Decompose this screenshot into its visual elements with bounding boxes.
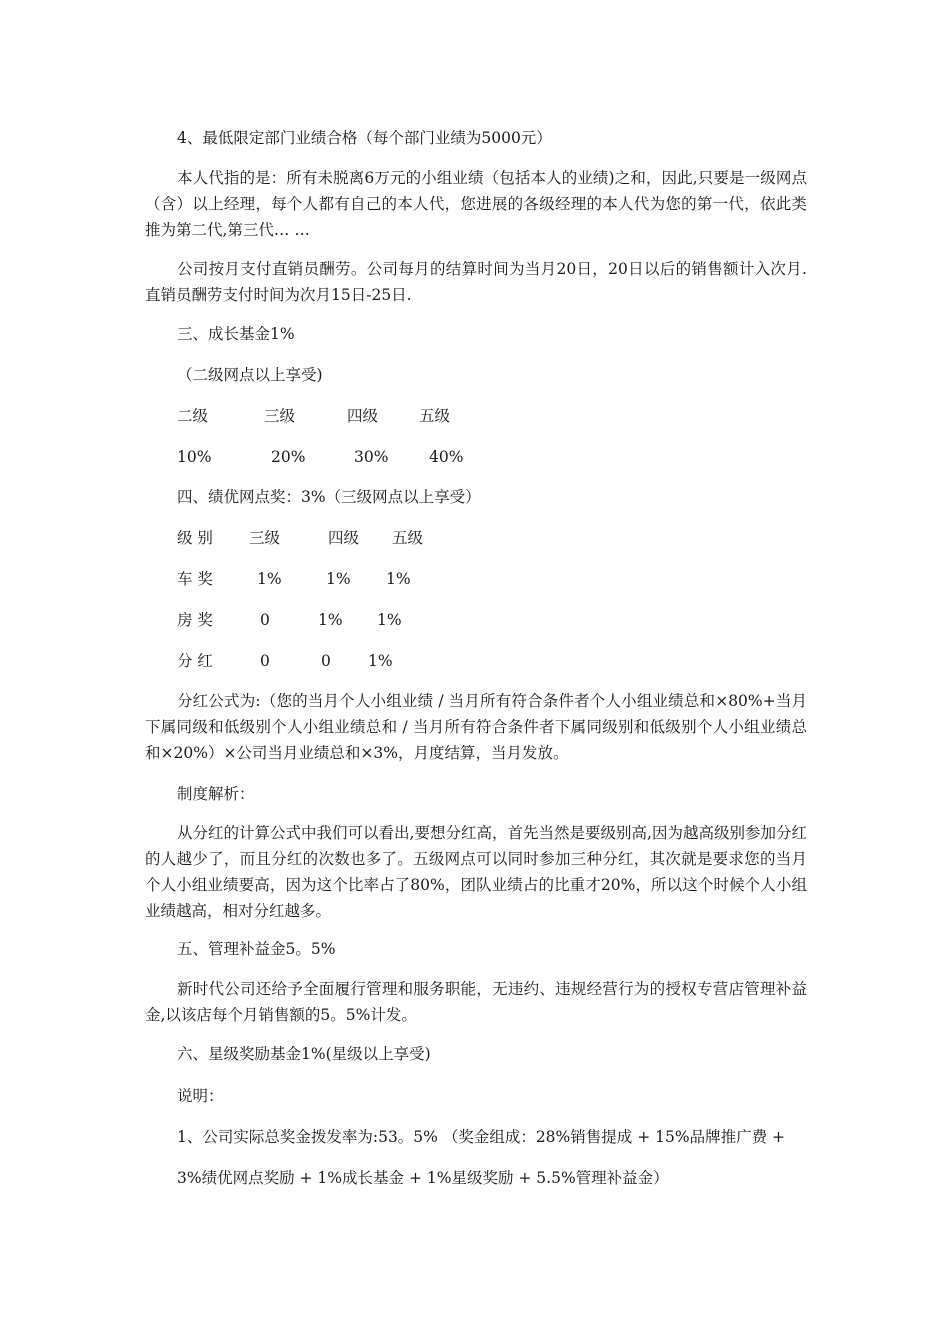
- growth-fund-note: （二级网点以上享受): [177, 366, 323, 384]
- heading-notes: 说明：: [177, 1087, 224, 1105]
- award-cell: 1%: [377, 611, 402, 629]
- award-cell: 1%: [326, 570, 351, 588]
- growth-level-cell: 五级: [419, 407, 451, 425]
- growth-rate-cell: 10%: [177, 448, 212, 466]
- award-row-label: 车 奖: [177, 570, 213, 588]
- growth-rate-cell: 40%: [429, 448, 464, 466]
- heading-system-analysis: 制度解析：: [177, 785, 255, 803]
- award-header-cell: 五级: [392, 529, 424, 547]
- award-row-label: 房 奖: [177, 611, 213, 629]
- paragraph-payment-schedule: 公司按月支付直销员酬劳。公司每月的结算时间为当月20日，20日以后的销售额计入次月.直销员酬劳支付时间为次月15日-25日.: [145, 260, 807, 304]
- note-1-line-2: 3%绩优网点奖励 + 1%成长基金 + 1%星级奖励 + 5.5%管理补益金）: [177, 1169, 669, 1187]
- award-cell: 0: [260, 652, 270, 670]
- heading-management-fund: 五、管理补益金5。5%: [177, 940, 336, 958]
- note-1-line-1: 1、公司实际总奖金拨发率为:53。5% （奖金组成：28%销售提成 + 15%品牌推广费 +: [177, 1128, 785, 1146]
- award-cell: 0: [321, 652, 331, 670]
- growth-rate-cell: 30%: [354, 448, 389, 466]
- award-row-label: 分 红: [177, 652, 213, 670]
- growth-level-cell: 四级: [347, 407, 379, 425]
- growth-rate-cell: 20%: [271, 448, 306, 466]
- growth-level-cell: 二级: [177, 407, 209, 425]
- award-cell: 0: [260, 611, 270, 629]
- paragraph-analysis: 从分红的计算公式中我们可以看出,要想分红高，首先当然是要级别高,因为越高级别参加分红的人越少了，而且分红的次数也多了。五级网点可以同时参加三种分红，其次就是要求您的当月个人小组业绩要高，因为这个比率占了80%，团队业绩占的比重才20%，所以这个时候个人小组业绩越高，相对分红越多。: [145, 824, 807, 920]
- paragraph-dividend-formula: 分红公式为:（您的当月个人小组业绩 / 当月所有符合条件者个人小组业绩总和×80%+当月下属同级和低级别个人小组业绩总和 / 当月所有符合条件者下属同级别和低级别个人小组业绩总和×20%）×公司当月业绩总和×3%，月度结算，当月发放。: [145, 692, 807, 762]
- award-header-cell: 四级: [328, 529, 360, 547]
- award-cell: 1%: [386, 570, 411, 588]
- award-header-cell: 三级: [249, 529, 281, 547]
- award-cell: 1%: [257, 570, 282, 588]
- award-cell: 1%: [368, 652, 393, 670]
- heading-performance-award: 四、绩优网点奖：3%（三级网点以上享受）: [177, 488, 481, 506]
- award-cell: 1%: [318, 611, 343, 629]
- heading-growth-fund: 三、成长基金1%: [177, 325, 295, 343]
- paragraph-self-generation: 本人代指的是：所有未脱离6万元的小组业绩（包括本人的业绩)之和，因此,只要是一级网点（含）以上经理，每个人都有自己的本人代，您进展的各级经理的本人代为您的第一代，依此类推为第二代,第三代… …: [145, 169, 807, 239]
- paragraph-management-fund: 新时代公司还给予全面履行管理和服务职能，无违约、违规经营行为的授权专营店管理补益金,以该店每个月销售额的5。5%计发。: [145, 980, 807, 1024]
- growth-level-cell: 三级: [264, 407, 296, 425]
- award-header-cell: 级 别: [177, 529, 213, 547]
- item-4-min-performance: 4、最低限定部门业绩合格（每个部门业绩为5000元）: [177, 129, 552, 147]
- heading-star-award: 六、星级奖励基金1%(星级以上享受): [177, 1045, 431, 1063]
